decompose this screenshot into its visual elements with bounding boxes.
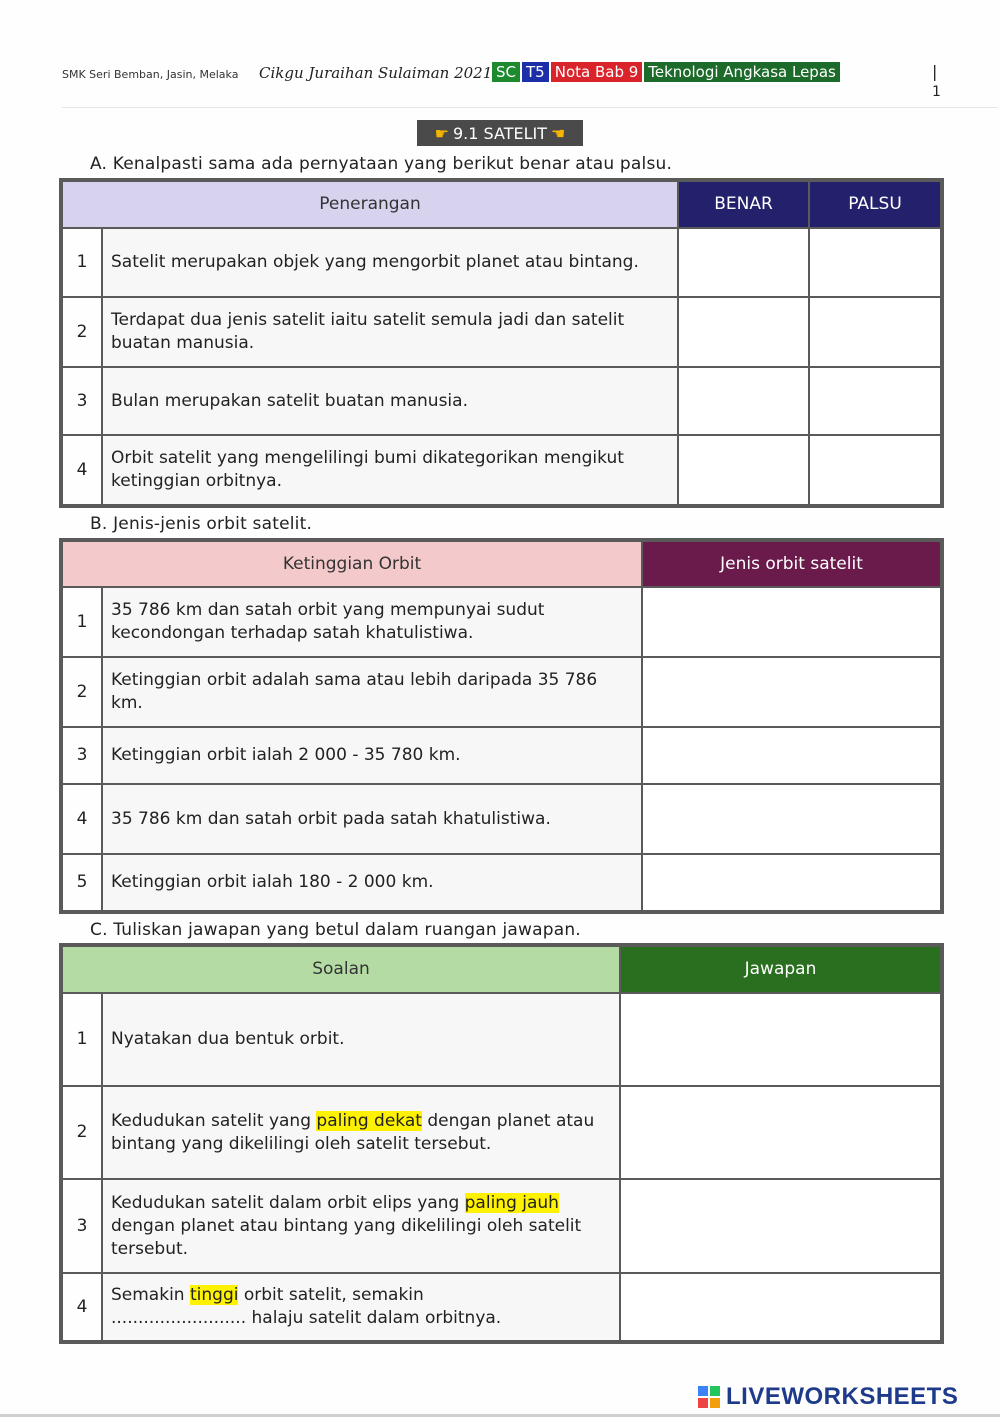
- page-number: 1: [932, 84, 941, 100]
- row-number: 4: [62, 435, 102, 505]
- statement-text: Bulan merupakan satelit buatan manusia.: [102, 367, 678, 435]
- fill-blank: .........................: [111, 1308, 247, 1328]
- tag-sc: SC: [492, 62, 520, 82]
- brand-name: LIVEWORKSHEETS: [726, 1383, 959, 1410]
- table-row: [62, 993, 941, 1086]
- question-text-part: dengan planet atau bintang yang dikelilingi oleh satelit tersebut.: [111, 1110, 595, 1154]
- section-a-header-row: [62, 181, 941, 228]
- row-number: 2: [62, 657, 102, 727]
- question-text-part: dengan planet atau bintang yang dikelilingi oleh satelit tersebut.: [111, 1215, 582, 1259]
- row-number: 1: [62, 993, 102, 1086]
- question-text-part: Kedudukan satelit dalam orbit elips yang: [111, 1192, 465, 1213]
- answer-cell[interactable]: [620, 1273, 941, 1341]
- statement-text: Satelit merupakan objek yang mengorbit planet atau bintang.: [102, 228, 678, 297]
- statement-text: Terdapat dua jenis satelit iaitu satelit semula jadi dan satelit buatan manusia.: [102, 297, 678, 367]
- section-b-label: B. Jenis-jenis orbit satelit.: [90, 514, 313, 534]
- highlighted-keyword: paling dekat: [316, 1110, 422, 1131]
- question-text: [102, 1179, 620, 1273]
- orbit-type-answer-cell[interactable]: [642, 784, 941, 854]
- tag-t5: T5: [522, 62, 549, 82]
- section-a-label: A. Kenalpasti sama ada pernyataan yang berikut benar atau palsu.: [90, 154, 673, 174]
- header-palsu: PALSU: [809, 181, 941, 228]
- pointing-hand-icon: ☛: [434, 123, 449, 143]
- table-row: [62, 435, 941, 505]
- table-row: [62, 1273, 941, 1341]
- school-name: SMK Seri Bemban, Jasin, Melaka: [62, 68, 239, 81]
- tag-nota: Nota Bab 9: [551, 62, 643, 82]
- orbit-description: Ketinggian orbit ialah 2 000 - 35 780 km.: [102, 727, 642, 784]
- benar-answer-cell[interactable]: [678, 297, 809, 367]
- row-number: 4: [62, 784, 102, 854]
- question-text-part: Semakin: [111, 1285, 190, 1305]
- table-row: [62, 784, 941, 854]
- header-penerangan: Penerangan: [62, 181, 678, 228]
- header-tags: [492, 62, 840, 82]
- question-text: [102, 1086, 620, 1179]
- table-row: [62, 228, 941, 297]
- row-number: 2: [62, 297, 102, 367]
- header-pipe: |: [932, 62, 938, 81]
- table-row: [62, 297, 941, 367]
- section-banner: [417, 120, 583, 146]
- header-jawapan: Jawapan: [620, 946, 941, 993]
- benar-answer-cell[interactable]: [678, 367, 809, 435]
- highlighted-keyword: tinggi: [189, 1285, 239, 1305]
- orbit-description: 35 786 km dan satah orbit pada satah khatulistiwa.: [102, 784, 642, 854]
- section-c-table: [59, 943, 944, 1344]
- answer-cell[interactable]: [620, 1179, 941, 1273]
- palsu-answer-cell[interactable]: [809, 435, 941, 505]
- row-number: 5: [62, 854, 102, 911]
- answer-cell[interactable]: [620, 993, 941, 1086]
- teacher-name: Cikgu Juraihan Sulaiman 2021: [259, 64, 493, 82]
- question-text-part: Kedudukan satelit yang: [111, 1110, 317, 1131]
- benar-answer-cell[interactable]: [678, 228, 809, 297]
- row-number: 2: [62, 1086, 102, 1179]
- section-b-table: [59, 538, 944, 914]
- question-text-part: halaju satelit dalam orbitnya.: [246, 1308, 502, 1328]
- palsu-answer-cell[interactable]: [809, 367, 941, 435]
- benar-answer-cell[interactable]: [678, 435, 809, 505]
- section-a-table: [59, 178, 944, 508]
- row-number: 1: [62, 228, 102, 297]
- row-number: 3: [62, 727, 102, 784]
- header-soalan: Soalan: [62, 946, 620, 993]
- table-row: [62, 657, 941, 727]
- tag-topic: Teknologi Angkasa Lepas: [644, 62, 840, 82]
- highlighted-keyword: paling jauh: [464, 1192, 559, 1213]
- section-c-header-row: [62, 946, 941, 993]
- row-number: 1: [62, 587, 102, 657]
- table-row: [62, 854, 941, 911]
- palsu-answer-cell[interactable]: [809, 297, 941, 367]
- section-b-header-row: [62, 541, 941, 587]
- orbit-description: Ketinggian orbit ialah 180 - 2 000 km.: [102, 854, 642, 911]
- table-row: [62, 1086, 941, 1179]
- header-divider: [62, 107, 998, 108]
- question-text-part: orbit satelit, semakin: [238, 1285, 424, 1305]
- answer-cell[interactable]: [620, 1086, 941, 1179]
- orbit-type-answer-cell[interactable]: [642, 854, 941, 911]
- table-row: [62, 367, 941, 435]
- table-row: [62, 727, 941, 784]
- row-number: 3: [62, 1179, 102, 1273]
- liveworksheets-icon: [698, 1386, 720, 1408]
- table-row: [62, 1179, 941, 1273]
- page-header: [62, 60, 942, 104]
- header-jenis-orbit: Jenis orbit satelit: [642, 541, 941, 587]
- row-number: 3: [62, 367, 102, 435]
- header-ketinggian-orbit: Ketinggian Orbit: [62, 541, 642, 587]
- question-text: Nyatakan dua bentuk orbit.: [102, 993, 620, 1086]
- orbit-type-answer-cell[interactable]: [642, 657, 941, 727]
- statement-text: Orbit satelit yang mengelilingi bumi dikategorikan mengikut ketinggian orbitnya.: [102, 435, 678, 505]
- banner-title: 9.1 SATELIT: [453, 123, 547, 143]
- section-c-label: C. Tuliskan jawapan yang betul dalam ruangan jawapan.: [90, 920, 581, 940]
- orbit-description: Ketinggian orbit adalah sama atau lebih daripada 35 786 km.: [102, 657, 642, 727]
- question-text: [102, 1273, 620, 1341]
- pointing-hand-icon: ☚: [550, 123, 566, 143]
- row-number: 4: [62, 1273, 102, 1341]
- header-benar: BENAR: [678, 181, 809, 228]
- table-row: [62, 587, 941, 657]
- orbit-type-answer-cell[interactable]: [642, 587, 941, 657]
- palsu-answer-cell[interactable]: [809, 228, 941, 297]
- liveworksheets-logo: [698, 1382, 994, 1412]
- orbit-description: 35 786 km dan satah orbit yang mempunyai sudut kecondongan terhadap satah khatulistiwa.: [102, 587, 642, 657]
- orbit-type-answer-cell[interactable]: [642, 727, 941, 784]
